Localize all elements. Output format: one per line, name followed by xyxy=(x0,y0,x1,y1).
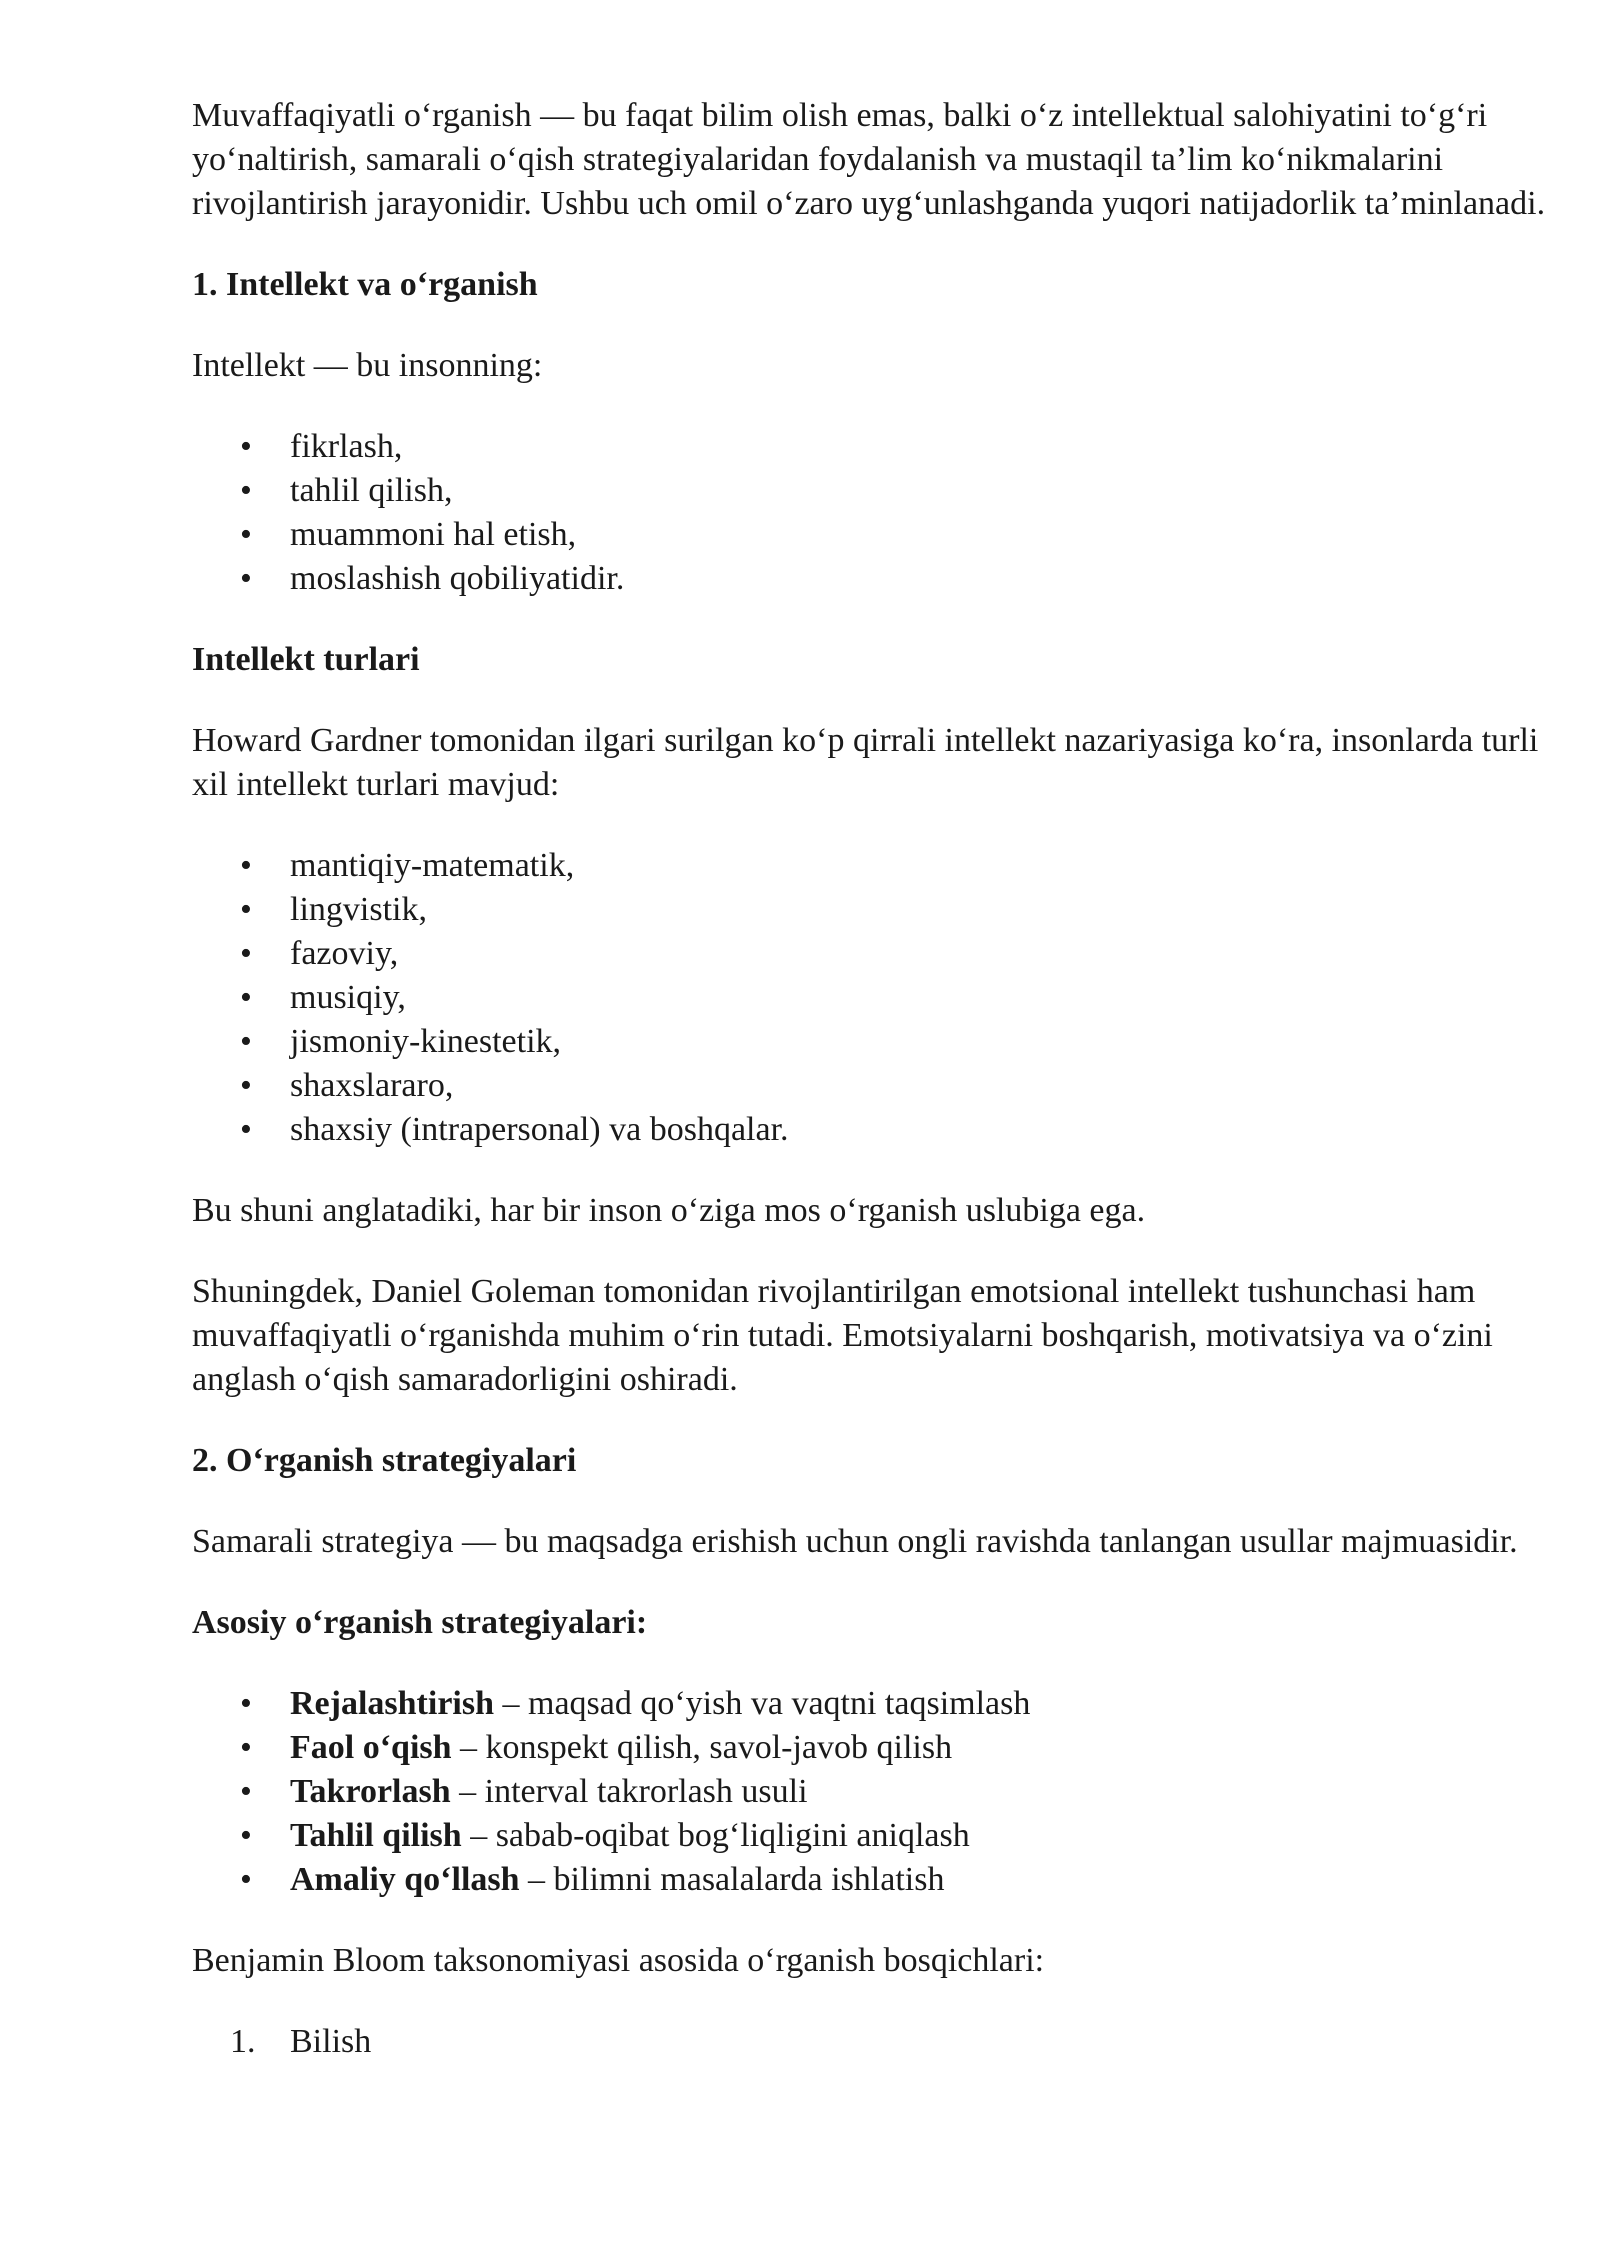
list-item: • fazoviy, xyxy=(290,932,1552,976)
intellekt-list xyxy=(192,425,1552,601)
list-item xyxy=(290,1770,1552,1814)
gardner-paragraph: Howard Gardner tomonidan ilgari surilgan ko‘p qirrali intellekt nazariyasiga ko‘ra, insonlarda turli xil intellekt turlari mavjud: xyxy=(192,722,1539,803)
strategy-term: Amaliy qo‘llash xyxy=(290,1861,520,1898)
learning-style-note: Bu shuni anglatadiki, har bir inson o‘ziga mos o‘rganish uslubiga ega. xyxy=(192,1192,1146,1229)
intellekt-lead: Intellekt — bu insonning: xyxy=(192,347,543,384)
strategy-term: Rejalashtirish xyxy=(290,1685,494,1722)
list-item: • musiqiy, xyxy=(290,976,1552,1020)
section-2-heading: 2. O‘rganish strategiyalari xyxy=(192,1442,577,1479)
list-item: • moslashish qobiliyatidir. xyxy=(290,557,1552,601)
strategy-desc: – bilimni masalalarda ishlatish xyxy=(519,1861,945,1898)
strategy-term: Faol o‘qish xyxy=(290,1729,452,1766)
goleman-paragraph: Shuningdek, Daniel Goleman tomonidan rivojlantirilgan emotsional intellekt tushunchasi ham muvaffaqiyatli o‘rganishda muhim o‘rin tutadi. Emotsiyalarni boshqarish, motivatsiya va o‘zini anglash o‘qish samaradorligini oshiradi. xyxy=(192,1273,1493,1398)
strategy-desc: – konspekt qilish, savol-javob qilish xyxy=(451,1729,953,1766)
strategies-subheading: Asosiy o‘rganish strategiyalari: xyxy=(192,1604,648,1641)
list-item: • lingvistik, xyxy=(290,888,1552,932)
section-1-heading: 1. Intellekt va o‘rganish xyxy=(192,266,538,303)
list-item: • muammoni hal etish, xyxy=(290,513,1552,557)
strategy-definition: Samarali strategiya — bu maqsadga erishish uchun ongli ravishda tanlangan usullar majmuasidir. xyxy=(192,1523,1518,1560)
list-item: • tahlil qilish, xyxy=(290,469,1552,513)
list-item: • shaxsiy (intrapersonal) va boshqalar. xyxy=(290,1108,1552,1152)
strategy-desc: – maqsad qo‘yish va vaqtni taqsimlash xyxy=(494,1685,1031,1722)
strategy-term: Tahlil qilish xyxy=(290,1817,462,1854)
strategies-list xyxy=(192,1682,1552,1902)
step-number: 1. xyxy=(230,2023,256,2060)
list-item: • shaxslararo, xyxy=(290,1064,1552,1108)
list-item: • mantiqiy-matematik, xyxy=(290,844,1552,888)
document-page xyxy=(192,94,1552,2064)
list-item: • jismoniy-kinestetik, xyxy=(290,1020,1552,1064)
list-item xyxy=(290,1726,1552,1770)
list-item xyxy=(290,1814,1552,1858)
intro-paragraph: Muvaffaqiyatli o‘rganish — bu faqat bilim olish emas, balki o‘z intellektual salohiyatini to‘g‘ri yo‘naltirish, samarali o‘qish strategiyalaridan foydalanish va mustaqil ta’lim ko‘nikmalarini rivojlantirish jarayonidir. Ushbu uch omil o‘zaro uyg‘unlashganda yuqori natijadorlik ta’minlanadi. xyxy=(192,97,1546,222)
list-item xyxy=(290,1858,1552,1902)
intellekt-types-list xyxy=(192,844,1552,1152)
bloom-paragraph: Benjamin Bloom taksonomiyasi asosida o‘rganish bosqichlari: xyxy=(192,1942,1045,1979)
step-text: Bilish xyxy=(290,2023,372,2060)
intellekt-turlari-heading: Intellekt turlari xyxy=(192,641,420,678)
strategy-desc: – sabab-oqibat bog‘liqligini aniqlash xyxy=(461,1817,970,1854)
list-item: • fikrlash, xyxy=(290,425,1552,469)
strategy-term: Takrorlash xyxy=(290,1773,451,1810)
bloom-steps-list xyxy=(192,2020,1552,2064)
list-item xyxy=(290,1682,1552,1726)
strategy-desc: – interval takrorlash usuli xyxy=(450,1773,808,1810)
list-item xyxy=(230,2020,1552,2064)
